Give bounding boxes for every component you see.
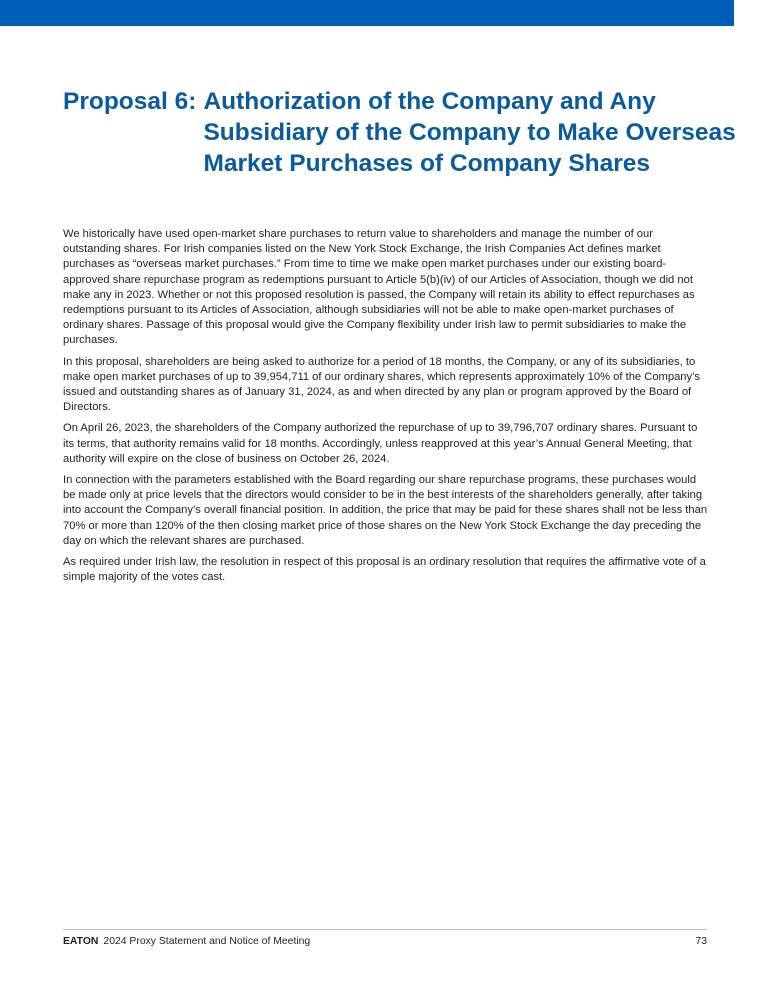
- proposal-title: [63, 86, 743, 179]
- header-bar: [0, 0, 734, 26]
- footer-document-title: 2024 Proxy Statement and Notice of Meeting: [103, 936, 311, 947]
- proposal-body: [63, 227, 709, 591]
- proposal-number: Proposal 6:: [63, 88, 197, 115]
- footer-left: [63, 935, 310, 948]
- paragraph-vote-required: As required under Irish law, the resolution in respect of this proposal is an ordinary resolution that requires the affirmative vote of a simple majority of the votes cast.: [63, 556, 706, 584]
- page-number: 73: [695, 936, 707, 947]
- footer-brand: EATON: [63, 936, 99, 947]
- paragraph-share-purchases: We historically have used open-market share purchases to return value to shareholders and manage the number of our outstanding shares. For Irish companies listed on the New York Stock Exchange, the Irish Companies Act defines market purchases as “overseas market purchases.” From time to time we make open market purchases under our existing board-approved share repurchase program as redemptions pursuant to Article 5(b)(iv) of our Articles of Association, though we did not make any in 2023. Whether or not this proposed resolution is passed, the Company will retain its ability to effect repurchases as redemptions pursuant to its Articles of Association, although subsidiaries will not be able to make open-market purchases of ordinary shares. Passage of this proposal would give the Company flexibility under Irish law to permit subsidiaries to make the purchases.: [63, 228, 695, 347]
- paragraph-authorization-request: In this proposal, shareholders are being asked to authorize for a period of 18 months, the Company, or any of its subsidiaries, to make open market purchases of up to 39,954,711 of our ordinary shares, which represents approximately 10% of the Company’s issued and outstanding shares as of January 31, 2024, as and when directed by any plan or program approved by the Board of Directors.: [63, 355, 701, 414]
- footer-divider: [63, 929, 707, 930]
- paragraph-price-parameters: In connection with the parameters established with the Board regarding our share repurchase programs, these purchases would be made only at price levels that the directors would consider to be in the best interests of the shareholders generally, after taking into account the Company’s overall financial position. In addition, the price that may be paid for these shares shall not be less than 70% or more than 120% of the then closing market price of those shares on the New York Stock Exchange the day preceding the day on which the relevant shares are purchased.: [63, 474, 708, 547]
- proposal-heading: Authorization of the Company and Any Subsidiary of the Company to Make Overseas Market Purchases of Company Shares: [203, 88, 736, 177]
- page-footer: [63, 935, 707, 948]
- paragraph-prior-authority: On April 26, 2023, the shareholders of the Company authorized the repurchase of up to 39,796,707 ordinary shares. Pursuant to its terms, that authority remains valid for 18 months. Accordingly, unless reapproved at this year’s Annual General Meeting, that authority will expire on the close of business on October 26, 2024.: [63, 422, 698, 465]
